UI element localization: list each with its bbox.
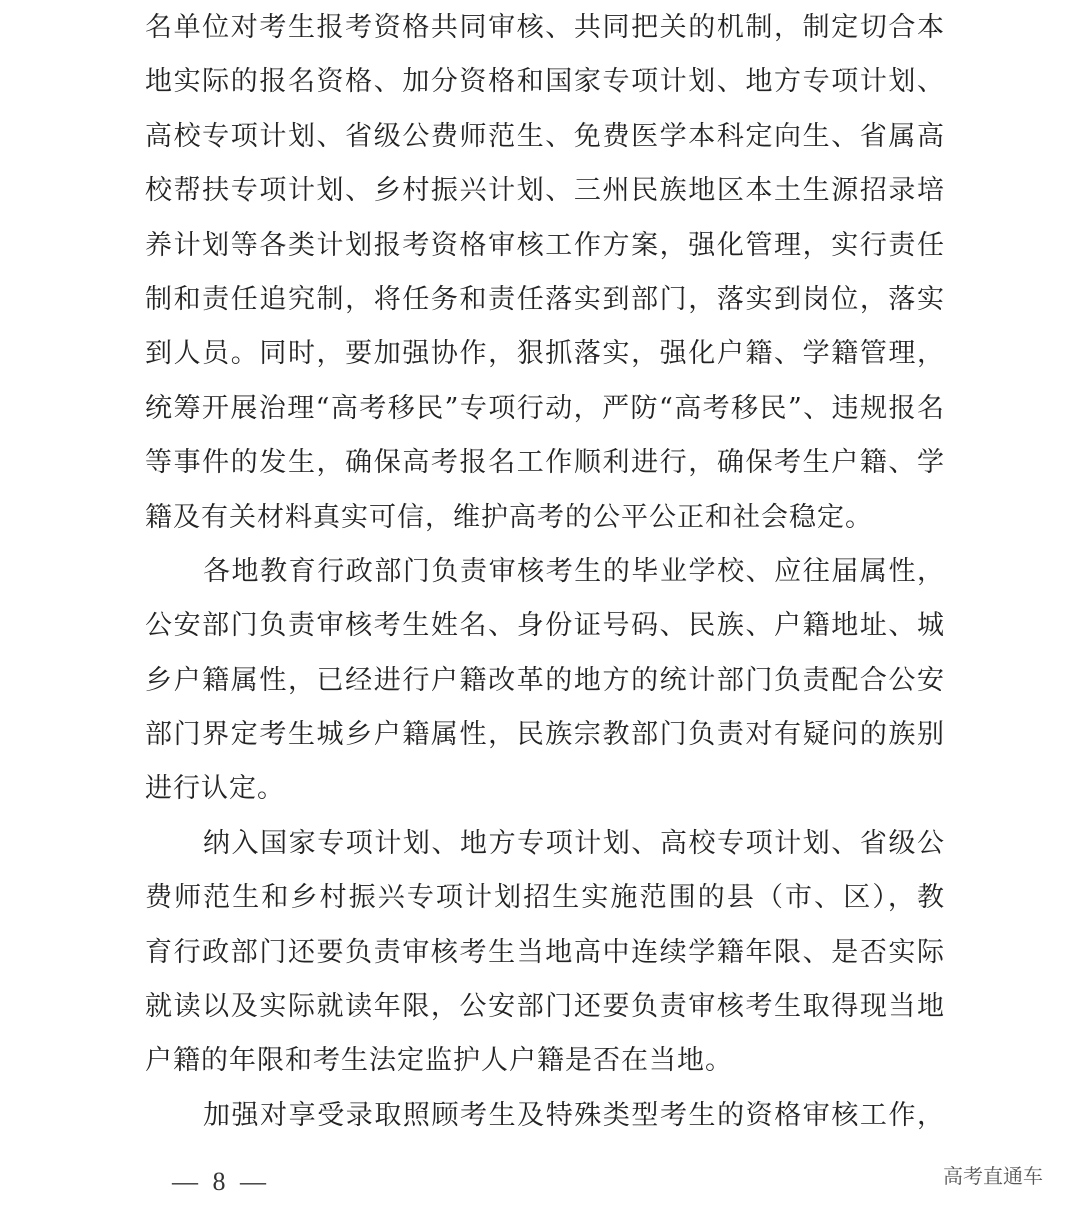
text-line: 费师范生和乡村振兴专项计划招生实施范围的县（市、区），教 [145, 882, 945, 914]
text-line: 户籍的年限和考生法定监护人户籍是否在当地。 [145, 1045, 733, 1077]
text-line: 纳入国家专项计划、地方专项计划、高校专项计划、省级公 [203, 827, 945, 859]
text-line: 部门界定考生城乡户籍属性，民族宗教部门负责对有疑问的族别 [145, 719, 945, 751]
text-line: 制和责任追究制，将任务和责任落实到部门，落实到岗位，落实 [145, 283, 945, 315]
text-line: 统筹开展治理“高考移民”专项行动，严防“高考移民”、违规报名 [145, 392, 945, 424]
text-line: 各地教育行政部门负责审核考生的毕业学校、应往届属性， [203, 555, 945, 587]
text-line: 育行政部门还要负责审核考生当地高中连续学籍年限、是否实际 [145, 936, 945, 968]
text-line: 养计划等各类计划报考资格审核工作方案，强化管理，实行责任 [145, 229, 945, 261]
page-number: — 8 — [172, 1167, 270, 1196]
text-line: 高校专项计划、省级公费师范生、免费医学本科定向生、省属高 [145, 120, 945, 152]
watermark: 高考直通车 [943, 1164, 1043, 1188]
text-line: 公安部门负责审核考生姓名、身份证号码、民族、户籍地址、城 [145, 610, 945, 642]
text-line: 籍及有关材料真实可信，维护高考的公平公正和社会稳定。 [145, 501, 873, 533]
document-body [145, 1, 945, 1143]
text-line: 校帮扶专项计划、乡村振兴计划、三州民族地区本土生源招录培 [145, 175, 945, 207]
text-line: 进行认定。 [145, 773, 285, 805]
text-line: 加强对享受录取照顾考生及特殊类型考生的资格审核工作， [203, 1099, 945, 1131]
text-line: 就读以及实际就读年限，公安部门还要负责审核考生取得现当地 [145, 991, 945, 1023]
text-line: 地实际的报名资格、加分资格和国家专项计划、地方专项计划、 [145, 66, 945, 98]
text-line: 乡户籍属性，已经进行户籍改革的地方的统计部门负责配合公安 [145, 664, 945, 696]
text-line: 到人员。同时，要加强协作，狠抓落实，强化户籍、学籍管理， [145, 338, 945, 370]
text-line: 名单位对考生报考资格共同审核、共同把关的机制，制定切合本 [145, 12, 945, 43]
text-line: 等事件的发生，确保高考报名工作顺利进行，确保考生户籍、学 [145, 447, 945, 479]
